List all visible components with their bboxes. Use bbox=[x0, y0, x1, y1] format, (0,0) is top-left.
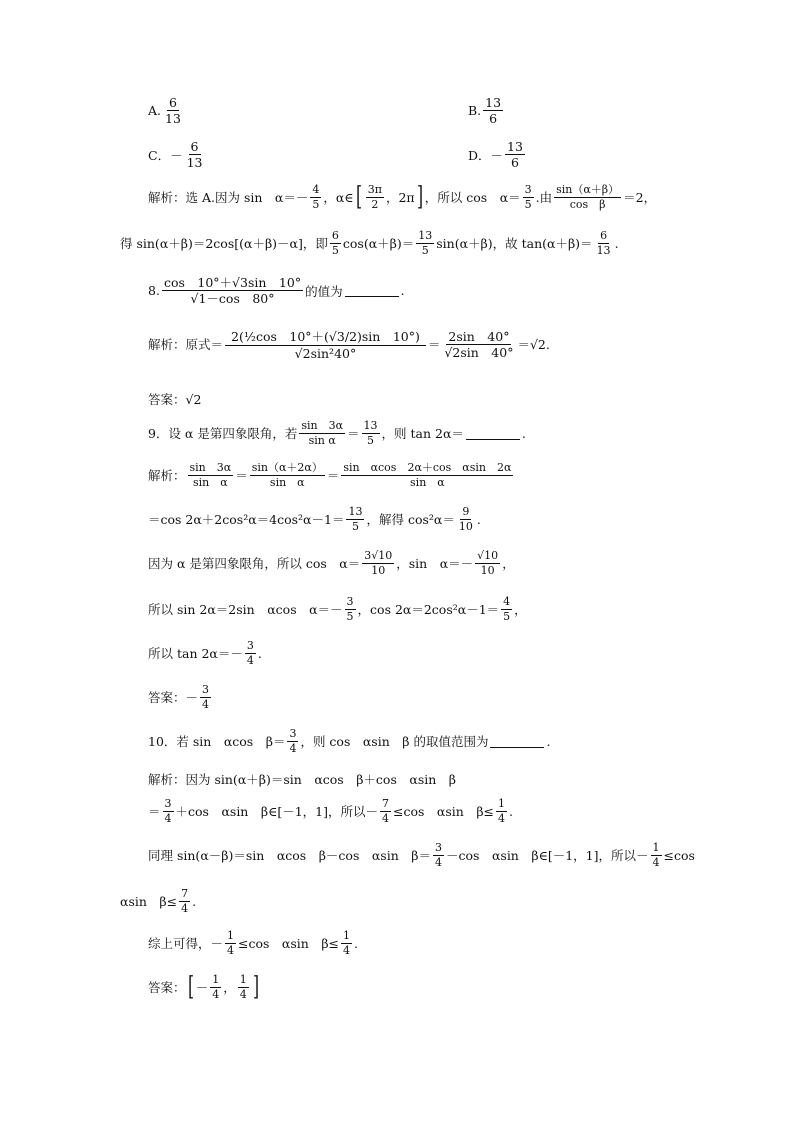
q10-question bbox=[148, 728, 550, 754]
answer-blank[interactable] bbox=[345, 284, 399, 297]
q7-frac-2: $\frac{3\pi}{2}$ bbox=[367, 183, 382, 211]
q8-question bbox=[148, 276, 405, 305]
q10-text: 同理 sin(α－β)＝sin αcos β－cos αsin β＝ bbox=[148, 848, 432, 864]
q10-s-frac-4: $\frac{3}{4}$ bbox=[435, 841, 443, 869]
q7-frac-7: $\frac{6}{13}$ bbox=[596, 229, 611, 257]
q10-s-frac-8: $\frac{1}{4}$ bbox=[343, 929, 351, 957]
option-a bbox=[148, 96, 185, 125]
option-c bbox=[148, 140, 206, 169]
q7-frac-6: $\frac{13}{5}$ bbox=[418, 229, 433, 257]
q10-s-frac-3: $\frac{1}{4}$ bbox=[498, 797, 506, 825]
q9-answer-text: 答案：－ bbox=[148, 690, 199, 706]
q9-s-frac-5: $\frac{9}{10}$ bbox=[458, 505, 473, 533]
q10-answer-frac-1: $\frac{1}{4}$ bbox=[212, 973, 220, 1001]
q9-frac-2: $\frac{13}{5}$ bbox=[363, 419, 378, 447]
q8-number: 8. bbox=[148, 283, 160, 299]
option-d-label: D．－ bbox=[468, 147, 504, 163]
q9-text: ，sin α＝－ bbox=[396, 556, 474, 572]
q9-text: . bbox=[476, 511, 481, 527]
q9-s-frac-6: $\frac{3√10}{10}$ bbox=[364, 549, 393, 577]
q8-solution-fraction-2: $\frac{2\sin 40^\circ}{√2\sin 40^\circ}$ bbox=[444, 328, 514, 360]
q9-solution-line-4 bbox=[148, 596, 527, 622]
q7-text: 得 sin(α＋β)＝2cos[(α＋β)－α]，即 bbox=[120, 236, 328, 252]
q7-text: sin(α＋β)，故 tan(α＋β)＝ bbox=[436, 236, 593, 252]
q9-s-frac-7: $\frac{√10}{10}$ bbox=[477, 549, 499, 577]
q7-text: cos(α＋β)＝ bbox=[342, 236, 415, 252]
q10-s-frac-7: $\frac{1}{4}$ bbox=[227, 929, 235, 957]
q10-text: 解析：因为 sin(α＋β)＝sin αcos β＋cos αsin β bbox=[148, 772, 457, 787]
q9-s-frac-9: $\frac{4}{5}$ bbox=[503, 595, 511, 623]
q9-s-frac-4: $\frac{13}{5}$ bbox=[348, 505, 363, 533]
q10-text: 10．若 sin αcos β＝ bbox=[148, 734, 286, 750]
q10-solution-line-3 bbox=[148, 842, 695, 868]
q9-s-frac-10: $\frac{3}{4}$ bbox=[246, 639, 254, 667]
q10-text: ＝ bbox=[148, 804, 161, 820]
q9-s-frac-2: $\frac{\sin(\alpha+2\alpha)}{\text{sin α}}$ bbox=[251, 461, 323, 489]
q10-answer bbox=[148, 972, 261, 1003]
right-bracket: ] bbox=[252, 972, 259, 1003]
q10-text: ≤cos αsin β≤ bbox=[393, 804, 495, 820]
q7-text: ，所以 cos α＝ bbox=[424, 190, 521, 206]
q9-answer bbox=[148, 684, 213, 710]
q10-s-frac-5: $\frac{1}{4}$ bbox=[652, 841, 660, 869]
q8-fraction: $\frac{\cos 10^\circ+√3\sin 10^\circ}{√1-\cos 80^\circ}$ bbox=[163, 275, 302, 307]
q10-text: . bbox=[509, 803, 514, 819]
q9-text: 因为 α 是第四象限角，所以 cos α＝ bbox=[148, 556, 361, 572]
q9-text: ＝ bbox=[235, 468, 248, 484]
q10-text: ≤cos bbox=[663, 847, 695, 863]
q9-solution-line-1 bbox=[148, 462, 515, 488]
q9-text: 所以 sin 2α＝2sin αcos α＝－ bbox=[148, 602, 343, 618]
q10-s-frac-2: $\frac{7}{4}$ bbox=[382, 797, 390, 825]
q7-frac-4: $\frac{\sin(\alpha+\beta)}{\text{cos β}}$ bbox=[556, 183, 620, 211]
q9-text: ， bbox=[502, 556, 515, 572]
q10-text: 综上可得，－ bbox=[148, 936, 224, 952]
right-bracket: ] bbox=[416, 182, 423, 213]
q10-answer-text: 答案： bbox=[148, 980, 186, 996]
q10-s-frac-1: $\frac{3}{4}$ bbox=[164, 797, 172, 825]
q8-answer bbox=[148, 390, 201, 408]
q7-text: ，2π bbox=[385, 190, 415, 206]
q9-s-frac-8: $\frac{3}{5}$ bbox=[346, 595, 354, 623]
q8-text: . bbox=[400, 283, 405, 299]
answer-blank[interactable] bbox=[490, 735, 544, 748]
q7-text: ＝2， bbox=[623, 190, 657, 206]
q9-text: ， bbox=[514, 602, 527, 618]
q10-solution-line-4 bbox=[120, 888, 196, 914]
q9-question bbox=[148, 420, 526, 446]
q9-text: 解析： bbox=[148, 468, 186, 484]
comma: ， bbox=[223, 980, 236, 996]
q10-solution-line-2 bbox=[148, 798, 513, 824]
left-bracket: [ bbox=[355, 182, 362, 213]
option-c-fraction: $\frac{6}{13}$ bbox=[186, 139, 203, 171]
q9-text: . bbox=[257, 645, 262, 661]
q10-solution-line-5 bbox=[148, 930, 358, 956]
option-d-fraction: $\frac{13}{6}$ bbox=[507, 139, 523, 171]
q7-frac-3: $\frac{3}{5}$ bbox=[524, 183, 532, 211]
q9-text: . bbox=[521, 425, 526, 441]
q7-text: 解析：选 A.因为 sin α＝－ bbox=[148, 190, 309, 206]
q10-text: . bbox=[354, 935, 359, 951]
q9-text: 所以 tan 2α＝－ bbox=[148, 646, 243, 662]
option-d bbox=[468, 140, 527, 169]
q9-s-frac-3: $\frac{\text{sin αcos 2α＋cos αsin 2α}}{\text{sin α}}$ bbox=[343, 461, 512, 489]
q8-solution-fraction: $\frac{\text{2(½cos 10°＋(√3/2)sin 10°)}}{\text{√2sin²40°}}$ bbox=[225, 328, 426, 360]
minus-sign: － bbox=[195, 980, 209, 996]
q10-text: ，则 cos αsin β 的取值范围为 bbox=[300, 734, 489, 750]
q10-answer-frac-2: $\frac{1}{4}$ bbox=[239, 973, 247, 1001]
q10-text: －cos αsin β∈[－1，1]，所以－ bbox=[446, 848, 649, 864]
left-bracket: [ bbox=[187, 972, 194, 1003]
option-b bbox=[468, 96, 505, 125]
q9-solution-line-2 bbox=[148, 506, 481, 532]
q9-solution-line-3 bbox=[148, 550, 515, 576]
q10-s-frac-6: $\frac{7}{4}$ bbox=[181, 887, 189, 915]
q8-solution bbox=[148, 328, 550, 360]
q7-frac-1: $\frac{4}{5}$ bbox=[312, 183, 320, 211]
option-b-label: B. bbox=[468, 103, 482, 119]
q10-text: ≤cos αsin β≤ bbox=[238, 936, 340, 952]
q10-frac-1: $\frac{3}{4}$ bbox=[289, 727, 297, 755]
q9-frac-1: $\frac{\sin 3\alpha}{\text{sin α}}$ bbox=[301, 419, 344, 447]
q10-text: . bbox=[546, 733, 551, 749]
answer-blank[interactable] bbox=[466, 427, 520, 440]
q10-text: . bbox=[192, 893, 197, 909]
q9-text: ＝cos 2α＋2cos²α＝4cos²α－1＝ bbox=[148, 512, 345, 528]
q8-answer-text: 答案：√2 bbox=[148, 392, 202, 407]
q7-solution-line-2 bbox=[120, 230, 619, 256]
q9-s-frac-1: $\frac{\sin 3\alpha}{\text{sin α}}$ bbox=[189, 461, 232, 489]
q9-text: ，解得 cos²α＝ bbox=[366, 512, 455, 528]
q9-solution-line-5 bbox=[148, 640, 262, 666]
q8-solution-text: 解析：原式＝ bbox=[148, 337, 224, 353]
q8-solution-text: ＝ bbox=[427, 337, 441, 353]
q7-frac-5: $\frac{6}{5}$ bbox=[331, 229, 339, 257]
q9-text: ，cos 2α＝2cos²α－1＝ bbox=[357, 602, 500, 618]
q10-solution-line-1 bbox=[148, 770, 456, 788]
q9-text: 9．设 α 是第四象限角，若 bbox=[148, 426, 298, 442]
option-b-fraction: $\frac{13}{6}$ bbox=[485, 95, 502, 127]
q7-text: .由 bbox=[535, 190, 553, 206]
q7-text: . bbox=[614, 235, 619, 251]
q8-text: 的值为 bbox=[305, 283, 343, 299]
option-c-label: C．－ bbox=[148, 147, 183, 163]
q7-text: ，α∈ bbox=[323, 190, 354, 206]
option-a-fraction: $\frac{6}{13}$ bbox=[165, 95, 181, 127]
q9-text: ，则 tan 2α＝ bbox=[381, 426, 464, 442]
option-a-label: A. bbox=[148, 103, 162, 119]
q10-text: ＋cos αsin β∈[－1，1]，所以－ bbox=[175, 804, 379, 820]
q8-solution-text: ＝√2. bbox=[517, 337, 550, 353]
q10-text: αsin β≤ bbox=[120, 894, 178, 910]
q7-solution-line-1 bbox=[148, 182, 657, 213]
q9-answer-fraction: $\frac{3}{4}$ bbox=[202, 683, 210, 711]
q9-text: ＝ bbox=[326, 468, 340, 484]
q9-text: ＝ bbox=[347, 426, 360, 442]
